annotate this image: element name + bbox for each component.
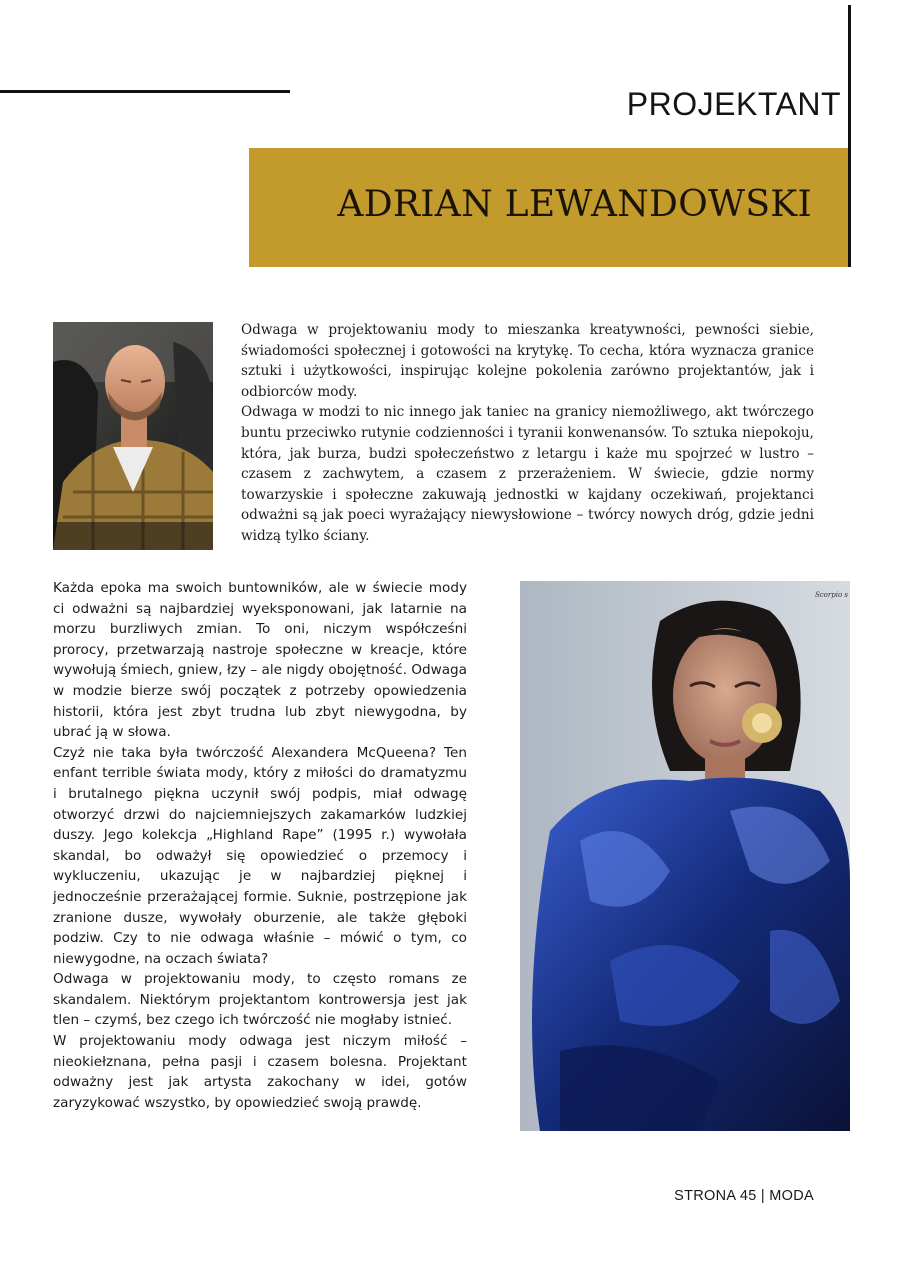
- intro-paragraph: Odwaga w modzi to nic innego jak taniec na granicy niemożliwego, akt twórczego buntu przeciwko rutynie codzienności i tyranii konwenansów. To sztuka niepokoju, która, jak burza, budzi społeczeństwo z letargu i każe mu spojrzeć w lustro – czasem z zachwytem, a czasem z przerażeniem. W świecie, gdzie normy towarzyskie i społeczne zakuwają jednostki w kajdany oczekiwań, projektanci odważni są jak poeci wyrażający niewysłowione – twórcy nowych dróg, gdzie jedni widzą tylko ściany.: [241, 404, 814, 544]
- vertical-decorative-rule: [848, 5, 851, 267]
- body-paragraph: Czyż nie taka była twórczość Alexandera McQueena? Ten enfant terrible świata mody, który z miłości do dramatyzmu i brutalnego piękna uczynił swój podpis, miał odwagę otworzyć drzwi do najciemniejszych zakamarków ludzkiej duszy. Jego kolekcja „Highland Rape” (1995 r.) wywołała skandal, bo odważył się opowiedzieć o przemocy i wykluczeniu, ukazując je w najbardziej pięknej i jednocześnie przerażającej formie. Suknie, postrzępione jak zranione dusze, wywołały oburzenie, ale także głęboki podziw. Czy to nie odwaga właśnie – mówić o tym, co niewygodne, na oczach świata?: [53, 744, 467, 967]
- top-decorative-rule: [0, 90, 290, 93]
- article-body: [53, 578, 467, 1113]
- intro-paragraph: Odwaga w projektowaniu mody to mieszanka kreatywności, pewności siebie, świadomości społecznej i gotowości na krytykę. To cecha, która wyznacza granice sztuki i użytkowości, inspirując kolejne pokolenia zarówno projektantów, jak i odbiorców mody.: [241, 322, 814, 400]
- photo-credit: Scorpio s: [814, 591, 848, 599]
- intro-text: [241, 320, 814, 547]
- designer-name: ADRIAN LEWANDOWSKI: [337, 184, 812, 225]
- body-paragraph: Każda epoka ma swoich buntowników, ale w świecie mody ci odważni są najbardziej wyeksponowani, jak latarnie na morzu burzliwych zmian. To oni, niczym współcześni prorocy, przetwarzają nastroje społeczne w kreacje, które wywołują śmiech, gniew, łzy – ale nigdy obojętność. Odwaga w modzie bierze swój początek z potrzeby opowiedzenia historii, która jest zbyt trudna lub zbyt niewygodna, by ubrać ją w słowa.: [53, 580, 467, 741]
- name-banner: [249, 148, 848, 267]
- page-footer: STRONA 45 | MODA: [674, 1188, 814, 1204]
- body-paragraph: Odwaga w projektowaniu mody, to często romans ze skandalem. Niektórym projektantom kontrowersja jest jak tlen – czymś, bez czego ich twórczość nie mogłaby istnieć.: [53, 971, 467, 1029]
- body-paragraph: W projektowaniu mody odwaga jest niczym miłość – nieokiełznana, pełna pasji i czasem bolesna. Projektant odważny jest jak artysta zakochany w idei, gotów zaryzykować wszystko, by opowiedzieć swoją prawdę.: [53, 1033, 467, 1111]
- section-label: PROJEKTANT: [626, 86, 841, 122]
- designer-portrait: [53, 322, 213, 550]
- fashion-photo: [520, 581, 850, 1131]
